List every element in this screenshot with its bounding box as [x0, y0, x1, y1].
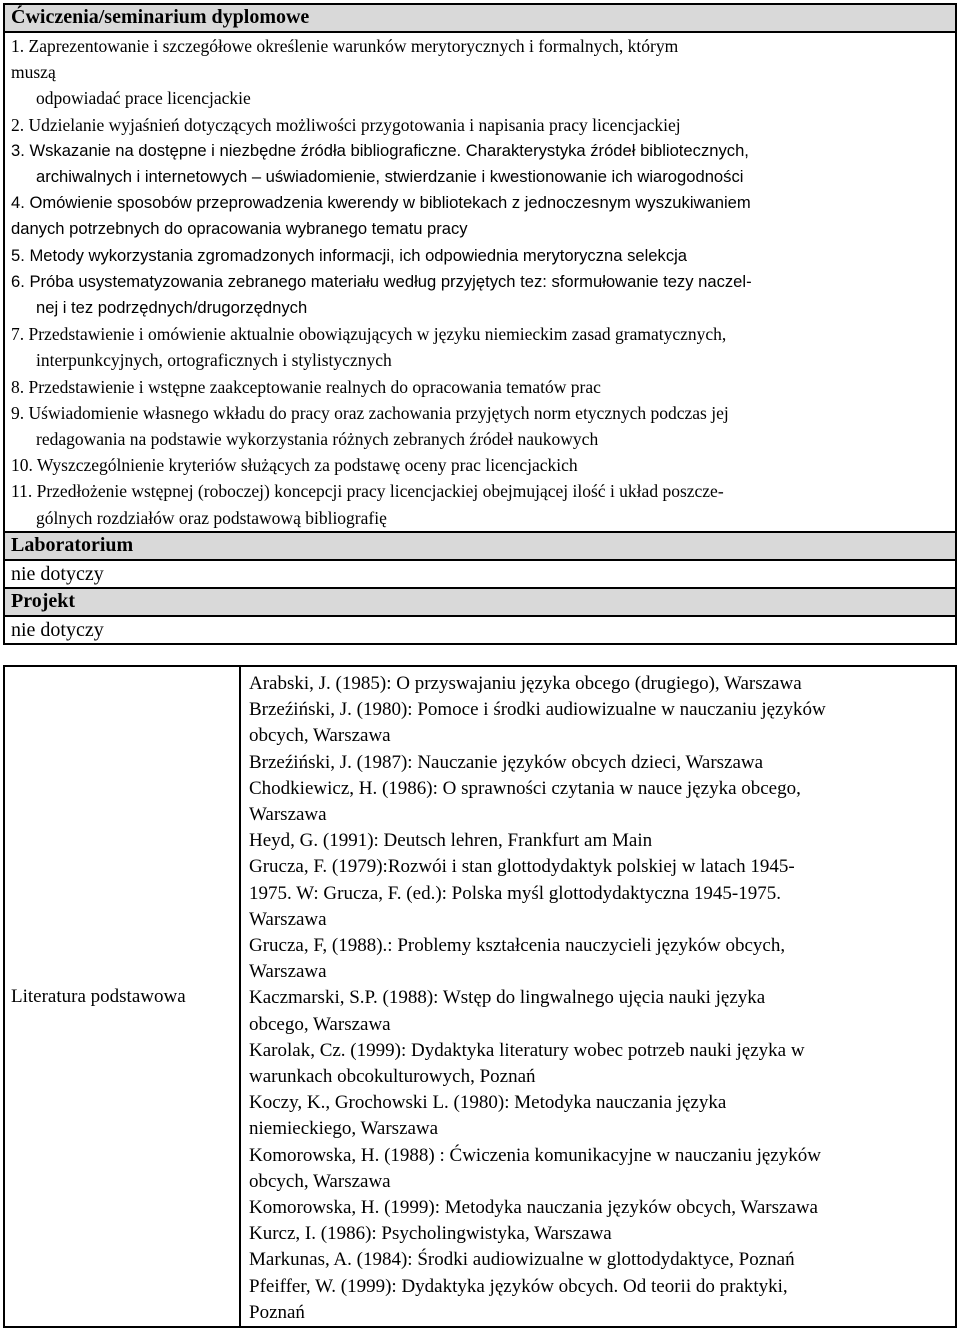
reference-line: Warszawa	[249, 908, 327, 930]
reference-line: obcych, Warszawa	[249, 725, 391, 747]
list-item-continuation: redagowania na podstawie wykorzystania różnych zebranych źródeł naukowych	[36, 429, 599, 450]
section-heading-row	[4, 588, 956, 616]
list-item: 1. Zaprezentowanie i szczegółowe określenie warunków merytorycznych i formalnych, którym	[11, 36, 679, 56]
reference-line: Kurcz, I. (1986): Psycholingwistyka, Warszawa	[249, 1223, 612, 1245]
program-table	[3, 3, 957, 645]
reference-line: obcych, Warszawa	[249, 1170, 391, 1192]
list-item-continuation: nej i tez podrzędnych/drugorzędnych	[36, 298, 308, 318]
reference-line: Arabski, J. (1985): O przyswajaniu języka obcego (drugiego), Warszawa	[249, 673, 802, 694]
laboratorium-text: nie dotyczy	[4, 560, 956, 588]
literature-row	[4, 666, 956, 1327]
reference-line: Warszawa	[249, 961, 327, 983]
reference-line: Brzeźiński, J. (1987): Nauczanie języków obcych dzieci, Warszawa	[249, 751, 764, 773]
list-item-continuation: gólnych rozdziałów oraz podstawową bibliografię	[36, 507, 387, 528]
list-item: 3. Wskazanie na dostępne i niezbędne źródła bibliograficzne. Charakterystyka źródeł bibliotecznych,	[11, 140, 749, 160]
list-item: 2. Udzielanie wyjaśnień dotyczących możliwości przygotowania i napisania pracy licencjackiej	[11, 114, 681, 135]
literature-label: Literatura podstawowa	[4, 666, 240, 1327]
reference-line: niemieckiego, Warszawa	[249, 1118, 439, 1140]
reference-line: Grucza, F. (1979):Rozwói i stan glottodydaktyk polskiej w latach 1945-	[249, 856, 795, 878]
reference-line: 1975. W: Grucza, F. (ed.): Polska myśl glottodydaktyczna 1945-1975.	[249, 882, 781, 904]
list-item: 4. Omówienie sposobów przeprowadzenia kwerendy w bibliotekach z jednoczesnym wyszukiwaniem	[11, 193, 751, 213]
list-item: 11. Przedłożenie wstępnej (roboczej) koncepcji pracy licencjackiej obejmującej ilość i układ poszcze-	[11, 481, 724, 502]
reference-line: Pfeiffer, W. (1999): Dydaktyka języków obcych. Od teorii do praktyki,	[249, 1275, 788, 1297]
list-item: 7. Przedstawienie i omówienie aktualnie obowiązujących w języku niemieckim zasad gramatycznych,	[11, 324, 727, 345]
reference-line: Poznań	[249, 1301, 305, 1323]
list-item: 8. Przedstawienie i wstępne zaakceptowanie realnych do opracowania tematów prac	[11, 376, 601, 397]
reference-line: Brzeźiński, J. (1980): Pomoce i środki audiowizualne w nauczaniu języków	[249, 699, 826, 721]
list-item-continuation: archiwalnych i internetowych – uświadomienie, stwierdzanie i kwestionowanie ich wiarogodności	[36, 167, 744, 187]
literature-list	[240, 666, 956, 1327]
reference-line: Grucza, F, (1988).: Problemy kształcenia nauczycieli języków obcych,	[249, 935, 786, 957]
reference-line: Komorowska, H. (1999): Metodyka nauczania języków obcych, Warszawa	[249, 1197, 818, 1219]
reference-line: obcego, Warszawa	[249, 1013, 391, 1035]
section-content-row	[4, 560, 956, 588]
section-heading-projekt: Projekt	[4, 588, 956, 616]
projekt-text: nie dotyczy	[4, 616, 956, 644]
section-heading-row	[4, 4, 956, 32]
literature-table	[3, 665, 957, 1328]
reference-line: Markunas, A. (1984): Środki audiowizualne w glottodydaktyce, Poznań	[249, 1249, 795, 1271]
reference-line: warunkach obcokulturowych, Poznań	[249, 1066, 536, 1088]
list-item-continuation: muszą	[11, 62, 56, 83]
section-heading-cwiczenia: Ćwiczenia/seminarium dyplomowe	[4, 4, 956, 32]
reference-line: Koczy, K., Grochowski L. (1980): Metodyka nauczania języka	[249, 1092, 727, 1114]
section-heading-laboratorium: Laboratorium	[4, 532, 956, 560]
cwiczenia-list	[4, 32, 956, 532]
reference-line: Chodkiewicz, H. (1986): O sprawności czytania w nauce języka obcego,	[249, 777, 801, 799]
reference-line: Kaczmarski, S.P. (1988): Wstęp do lingwalnego ujęcia nauki języka	[249, 987, 766, 1009]
section-content-row	[4, 616, 956, 644]
list-item-continuation: interpunkcyjnych, ortograficznych i stylistycznych	[36, 350, 392, 371]
reference-line: Karolak, Cz. (1999): Dydaktyka literatury wobec potrzeb nauki języka w	[249, 1039, 805, 1061]
list-item: 6. Próba usystematyzowania zebranego materiału według przyjętych tez: sformułowanie tezy naczel-	[11, 271, 752, 291]
section-heading-row	[4, 532, 956, 560]
list-item: 5. Metody wykorzystania zgromadzonych informacji, ich odpowiednia merytoryczna selekcja	[11, 245, 688, 265]
list-item-continuation: danych potrzebnych do opracowania wybranego tematu pracy	[11, 219, 468, 239]
reference-line: Komorowska, H. (1988) : Ćwiczenia komunikacyjne w nauczaniu języków	[249, 1144, 821, 1166]
reference-line: Warszawa	[249, 804, 327, 826]
list-item: 10. Wyszczególnienie kryteriów służących za podstawę oceny prac licencjackich	[11, 455, 578, 476]
section-content-row	[4, 32, 956, 532]
reference-line: Heyd, G. (1991): Deutsch lehren, Frankfurt am Main	[249, 830, 653, 852]
list-item: 9. Uświadomienie własnego wkładu do pracy oraz zachowania przyjętych norm etycznych podczas jej	[11, 402, 729, 423]
list-item-continuation: odpowiadać prace licencjackie	[36, 88, 251, 109]
